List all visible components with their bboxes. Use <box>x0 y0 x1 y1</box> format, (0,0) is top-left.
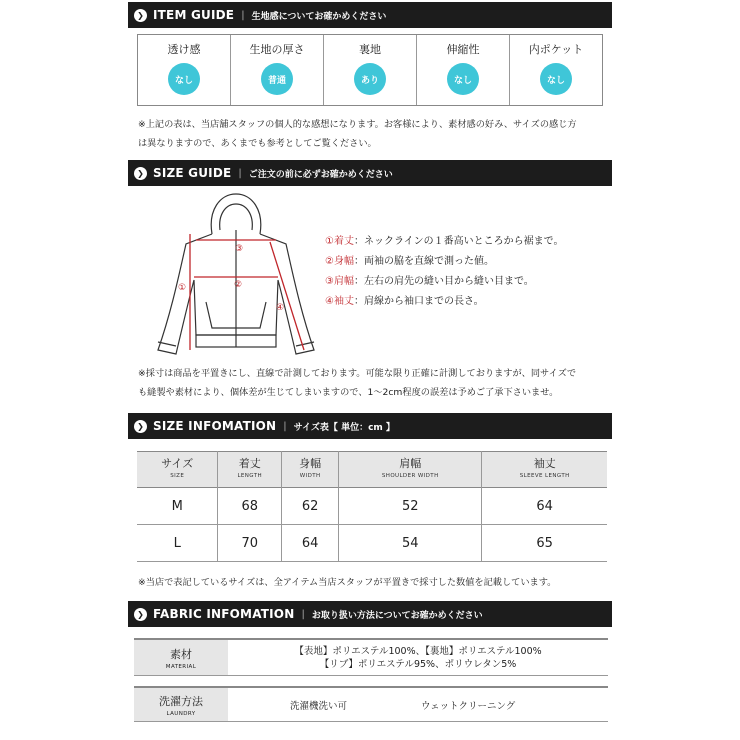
hoodie-diagram <box>150 190 320 360</box>
laundry-value <box>228 688 608 721</box>
item-guide-badge: なし <box>447 63 479 95</box>
size-guide-note <box>138 364 576 402</box>
legend-item: ③肩幅：左右の肩先の縫い目から縫い目まで。 <box>325 276 534 287</box>
table-cell: M <box>137 488 218 525</box>
laundry-label-cell <box>134 688 228 721</box>
table-cell: 62 <box>282 488 339 525</box>
table-row <box>137 525 607 562</box>
size-guide-header <box>128 160 612 186</box>
legend-item: ②身幅：両袖の脇を直線で測った値。 <box>325 256 494 267</box>
width-mark: ② <box>234 280 243 290</box>
item-guide-label: 透け感 <box>167 43 201 56</box>
item-guide-cell <box>231 35 324 105</box>
item-guide-table <box>137 34 603 106</box>
size-table-header-row <box>137 452 607 488</box>
item-guide-badge: なし <box>168 63 200 95</box>
material-label-cell <box>134 640 228 675</box>
laundry-row <box>134 686 608 722</box>
sleeve-arrow <box>270 242 304 350</box>
note-line: ※採寸は商品を平置きにし、直線で計測しております。可能な限り正確に計測しておりますが、同サイズで <box>138 368 577 379</box>
note-line: ※上記の表は、当店舗スタッフの個人的な感想になります。お客様により、素材感の好み、サイズの感じ方 <box>138 119 577 130</box>
column-header: 肩幅 SHOULDER WIDTH <box>339 452 482 488</box>
hood-inner <box>220 204 253 230</box>
chevron-right-icon: ❯ <box>134 608 147 621</box>
item-guide-cell <box>138 35 231 105</box>
table-cell: 65 <box>536 535 553 551</box>
item-guide-note <box>138 115 577 153</box>
item-guide-label: 伸縮性 <box>446 43 480 56</box>
material-line: 【表地】ポリエステル100%、【裏地】ポリエステル100% <box>294 645 542 657</box>
item-guide-header <box>128 2 612 28</box>
item-guide-label: 生地の厚さ <box>249 43 305 56</box>
laundry-method: ウェットクリーニング <box>421 700 516 712</box>
size-info-note: ※当店で表記しているサイズは、全アイテム当店スタッフが平置きで採寸した数値を記載しています。 <box>138 577 557 588</box>
item-guide-cell <box>324 35 417 105</box>
item-guide-badge: なし <box>540 63 572 95</box>
table-cell: 52 <box>339 488 482 525</box>
size-table <box>137 451 607 562</box>
item-guide-cell <box>510 35 602 105</box>
legend-item: ①着丈：ネックラインの１番高いところから裾まで。 <box>325 236 564 247</box>
material-label-en: MATERIAL <box>165 663 197 670</box>
item-guide-label: 内ポケット <box>528 43 584 56</box>
fabric-info-header <box>128 601 612 627</box>
fabric-info-title: FABRIC INFOMATION <box>153 607 295 621</box>
table-cell: 68 <box>218 488 282 525</box>
laundry-label: 洗濯方法 <box>159 694 203 708</box>
sleeve-mark: ④ <box>276 303 285 313</box>
table-row <box>137 488 607 525</box>
laundry-label-en: LAUNDRY <box>166 710 196 717</box>
fabric-info-subtitle: お取り扱い方法についてお確かめください <box>311 610 483 621</box>
laundry-method: 洗濯機洗い可 <box>290 700 348 712</box>
length-mark: ① <box>178 283 187 293</box>
column-header: サイズ SIZE <box>137 452 218 488</box>
column-header: 着丈 LENGTH <box>218 452 282 488</box>
size-info-subtitle: サイズ表【 単位：cm 】 <box>293 422 395 433</box>
size-guide-legend <box>325 232 563 312</box>
hood-outline <box>211 194 261 234</box>
material-row <box>134 638 608 676</box>
header-divider: | <box>301 608 305 620</box>
material-value <box>228 640 608 675</box>
material-label: 素材 <box>170 647 192 661</box>
note-line: も縫製や素材により、個体差が生じてしまいますので、1～2cm程度の誤差は予めご了承下さいませ。 <box>138 387 559 398</box>
table-cell: 54 <box>339 525 482 562</box>
material-line: 【リブ】ポリエステル95%、ポリウレタン5% <box>319 658 517 670</box>
note-line: は異なりますので、あくまでも参考としてご覧ください。 <box>138 138 377 149</box>
item-guide-badge: あり <box>354 63 386 95</box>
table-cell: L <box>137 525 218 562</box>
chevron-right-icon: ❯ <box>134 420 147 433</box>
legend-item: ④袖丈：肩線から袖口までの長さ。 <box>325 296 484 307</box>
header-divider: | <box>283 420 287 432</box>
size-guide-subtitle: ご注文の前に必ずお確かめください <box>248 169 393 180</box>
table-cell: 70 <box>218 525 282 562</box>
shoulder-mark: ③ <box>235 244 244 254</box>
chevron-right-icon: ❯ <box>134 9 147 22</box>
header-divider: | <box>238 167 242 179</box>
item-guide-subtitle: 生地感についてお確かめください <box>251 11 387 22</box>
table-cell: 64 <box>282 525 339 562</box>
chevron-right-icon: ❯ <box>134 167 147 180</box>
column-header: 袖丈 SLEEVE LENGTH <box>482 452 607 488</box>
size-info-title: SIZE INFOMATION <box>153 419 277 433</box>
item-guide-label: 裏地 <box>359 43 381 56</box>
size-guide-title: SIZE GUIDE <box>153 166 232 180</box>
item-guide-cell <box>417 35 510 105</box>
item-guide-badge: 普通 <box>261 63 293 95</box>
item-guide-title: ITEM GUIDE <box>153 8 235 22</box>
size-info-header <box>128 413 612 439</box>
header-divider: | <box>241 9 245 21</box>
table-cell: 64 <box>536 498 553 514</box>
column-header: 身幅 WIDTH <box>282 452 339 488</box>
